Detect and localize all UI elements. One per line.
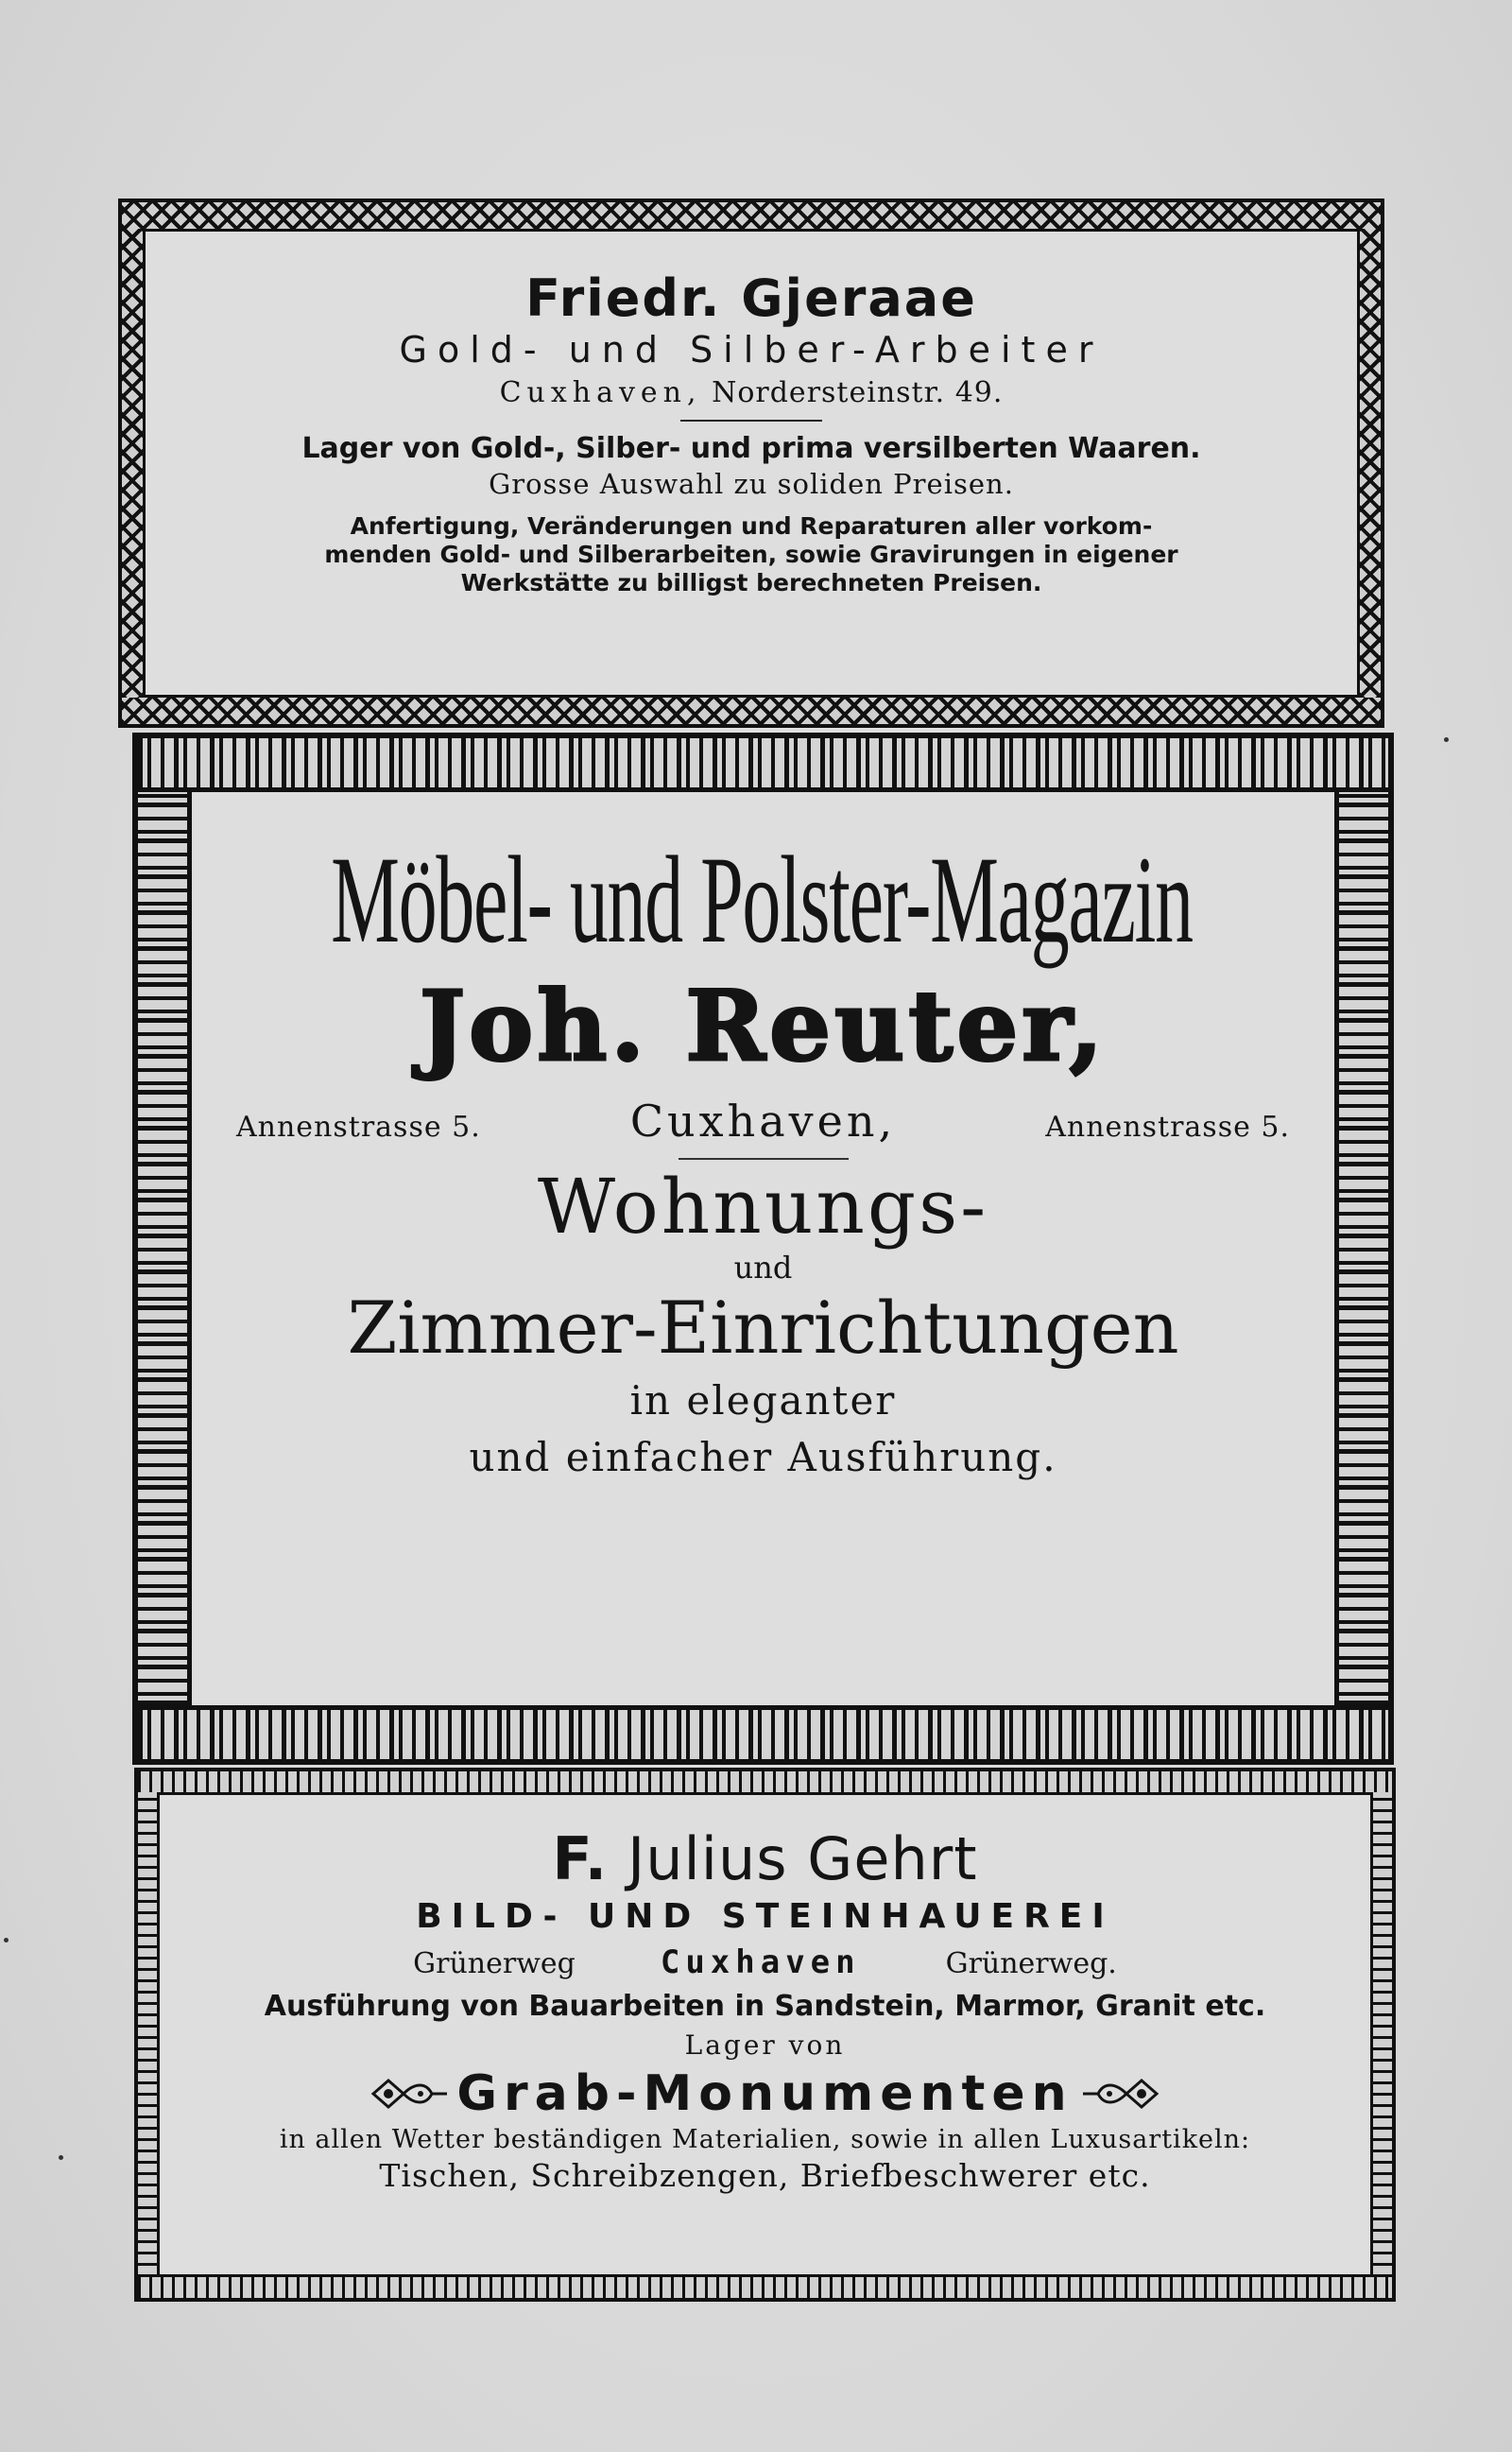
ad-gehrt	[134, 1768, 1396, 2302]
chain-border-bottom	[138, 2274, 1392, 2298]
ornamental-border-top	[122, 202, 1381, 232]
ad-gehrt-name-rest: Julius Gehrt	[627, 1824, 978, 1893]
paper-speck	[1444, 737, 1449, 742]
ad-reuter-street-left: Annenstrasse 5.	[236, 1111, 481, 1144]
ornament-right-icon	[1079, 2073, 1160, 2115]
ad-gjeraae-name: Friedr. Gjeraae	[525, 268, 977, 328]
greek-key-border-bottom	[138, 1705, 1388, 1759]
ad-gehrt-trade: BILD- UND STEINHAUEREI	[416, 1897, 1114, 1936]
ad-reuter	[132, 733, 1394, 1765]
ad-gjeraae	[118, 199, 1384, 728]
chain-border-left	[138, 1792, 160, 2277]
ad-gjeraae-services-line: Anfertigung, Veränderungen und Reparaturen aller vorkom-	[350, 512, 1153, 540]
ad-gehrt-monuments: Grab-Monumenten	[456, 2065, 1074, 2122]
ad-gjeraae-services	[161, 512, 1342, 597]
divider	[679, 1158, 849, 1160]
ad-reuter-street-right: Annenstrasse 5.	[1045, 1111, 1290, 1144]
ad-gjeraae-city: Cuxhaven,	[499, 376, 702, 409]
ad-gehrt-lager: Lager von	[684, 2029, 846, 2061]
ad-gjeraae-trade: Gold- und Silber-Arbeiter	[399, 329, 1104, 371]
ad-reuter-line-und: und	[733, 1250, 793, 1286]
ad-gehrt-monuments-row	[163, 2063, 1367, 2125]
greek-key-border-left	[138, 792, 192, 1705]
ad-gehrt-name-initial: F.	[552, 1824, 609, 1893]
ad-gjeraae-services-line: menden Gold- und Silberarbeiten, sowie Gravirungen in eigener	[324, 541, 1178, 568]
ad-gehrt-address	[163, 1942, 1367, 1985]
ad-reuter-title: Möbel- und Polster-Magazin	[331, 830, 1193, 969]
ad-gjeraae-stock: Lager von Gold-, Silber- und prima versilberten Waaren.	[301, 432, 1201, 465]
ad-gjeraae-selection: Grosse Auswahl zu soliden Preisen.	[489, 468, 1014, 500]
ad-reuter-line-einrichtungen: Zimmer-Einrichtungen	[347, 1286, 1179, 1370]
greek-key-border-right	[1334, 792, 1388, 1705]
ad-gehrt-street-left: Grünerweg	[413, 1947, 576, 1980]
ornament-left-icon	[369, 2073, 451, 2115]
ad-gehrt-items: Tischen, Schreibzengen, Briefbeschwerer etc.	[379, 2157, 1151, 2194]
greek-key-border-top	[138, 738, 1388, 792]
ad-gehrt-name	[163, 1826, 1367, 1892]
ad-gehrt-street-right: Grünerweg.	[945, 1947, 1117, 1980]
ad-reuter-line-ausfuehrung: und einfacher Ausführung.	[469, 1434, 1057, 1480]
ornamental-border-right	[1357, 229, 1381, 698]
divider	[680, 420, 822, 422]
ornamental-border-bottom	[122, 695, 1381, 724]
ad-gjeraae-content	[148, 234, 1354, 692]
chain-border-top	[138, 1771, 1392, 1795]
ad-gjeraae-services-line: Werkstätte zu billigst berechneten Preisen.	[460, 569, 1042, 596]
ad-reuter-line-eleganter: in eleganter	[629, 1377, 897, 1424]
ad-reuter-line-wohnungs: Wohnungs-	[537, 1163, 989, 1251]
paper-speck	[4, 1938, 9, 1943]
chain-border-right	[1370, 1792, 1392, 2277]
ad-reuter-city: Cuxhaven,	[629, 1096, 897, 1147]
ad-reuter-name: Joh. Reuter,	[419, 970, 1108, 1083]
ad-gjeraae-address	[148, 372, 1354, 414]
ad-gehrt-work: Ausführung von Bauarbeiten in Sandstein, Marmor, Granit etc.	[264, 1990, 1266, 2023]
ad-gehrt-city: Cuxhaven	[660, 1943, 861, 1981]
ad-reuter-address	[236, 1096, 1290, 1147]
ad-gehrt-materials: in allen Wetter beständigen Materialien, sowie in allen Luxusartikeln:	[279, 2125, 1251, 2154]
ad-reuter-content	[198, 799, 1328, 1699]
paper-speck	[59, 2155, 63, 2160]
ad-gjeraae-street: Nordersteinstr. 49.	[712, 376, 1004, 409]
ornamental-border-left	[122, 229, 146, 698]
ad-gehrt-content	[163, 1798, 1367, 2271]
